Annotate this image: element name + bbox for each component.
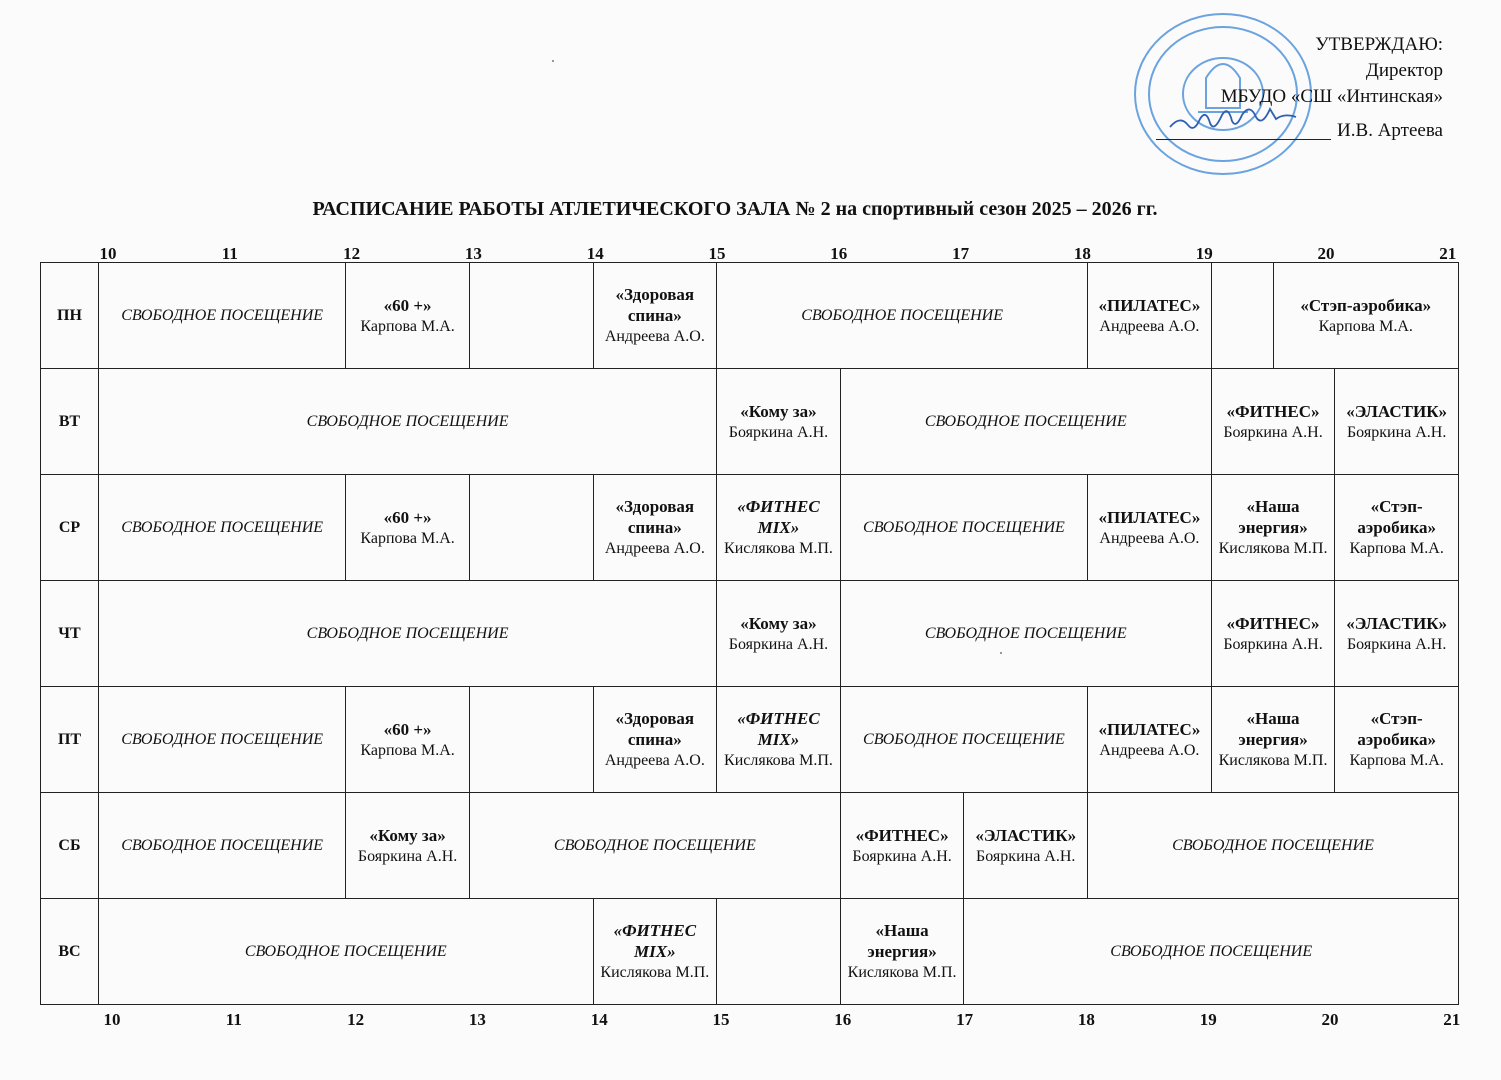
class-teacher: Андреева А.О.	[604, 540, 705, 557]
hour-label: 14	[586, 244, 604, 263]
class-cell	[1335, 581, 1459, 687]
class-name: «ЭЛАСТИК»	[1346, 613, 1448, 633]
free-visit-cell	[469, 793, 840, 899]
free-visit-label: СВОБОДНОЕ ПОСЕЩЕНИЕ	[1172, 837, 1374, 854]
class-cell	[593, 687, 717, 793]
free-visit-cell	[840, 687, 1087, 793]
free-visit-label: СВОБОДНОЕ ПОСЕЩЕНИЕ	[306, 625, 509, 642]
approval-signature-row	[1156, 118, 1443, 144]
free-visit-cell	[99, 687, 346, 793]
hour-label: 13	[464, 244, 482, 263]
class-name: «ФИТНЕС MIX»	[737, 709, 820, 749]
free-visit-label: СВОБОДНОЕ ПОСЕЩЕНИЕ	[924, 413, 1127, 430]
schedule-row	[41, 793, 1459, 899]
day-label: ЧТ	[41, 581, 99, 687]
class-name: «Кому за»	[369, 825, 446, 845]
speck	[1000, 652, 1002, 654]
free-visit-cell	[964, 899, 1459, 1005]
hours-axis-bottom	[0, 1010, 1501, 1030]
class-teacher: Бояркина А.Н.	[728, 423, 829, 441]
class-teacher: Андреева А.О.	[1099, 317, 1200, 335]
signature-line	[1156, 119, 1331, 140]
empty-cell	[469, 263, 593, 369]
class-cell	[1335, 687, 1459, 793]
day-label: ПН	[41, 263, 99, 369]
class-cell	[593, 899, 717, 1005]
class-cell	[717, 581, 841, 687]
day-label: ВС	[41, 899, 99, 1005]
class-teacher: Бояркина А.Н.	[852, 847, 952, 865]
hour-label: 16	[830, 244, 848, 263]
class-teacher: Карпова М.А.	[360, 317, 455, 335]
class-cell	[346, 475, 470, 581]
hour-label: 21	[1443, 1010, 1461, 1029]
hour-label: 20	[1317, 244, 1335, 263]
signature-stroke	[1170, 109, 1296, 128]
class-cell	[717, 687, 841, 793]
class-cell	[1088, 687, 1212, 793]
approval-organization: МБУДО «СШ «Интинская»	[1220, 86, 1443, 107]
hour-label: 19	[1195, 244, 1213, 263]
hour-label: 16	[834, 1010, 852, 1029]
class-name: «Здоровая спина»	[615, 285, 695, 325]
hour-label: 10	[99, 244, 117, 263]
free-visit-cell	[99, 369, 717, 475]
free-visit-label: СВОБОДНОЕ ПОСЕЩЕНИЕ	[863, 731, 1065, 748]
free-visit-label: СВОБОДНОЕ ПОСЕЩЕНИЕ	[801, 307, 1004, 324]
class-cell	[717, 475, 841, 581]
class-name: «Здоровая спина»	[615, 497, 695, 537]
page-title: РАСПИСАНИЕ РАБОТЫ АТЛЕТИЧЕСКОГО ЗАЛА № 2 на спортивный сезон 2025 – 2026 гг.	[312, 198, 1158, 220]
class-name: «ФИТНЕС»	[855, 825, 949, 845]
hours-axis-top	[0, 244, 1501, 264]
class-cell	[593, 475, 717, 581]
hour-label: 11	[225, 1010, 242, 1029]
hour-label: 21	[1439, 244, 1457, 263]
class-name: «Стэп-аэробика»	[1300, 295, 1432, 315]
class-teacher: Кислякова М.П.	[724, 540, 833, 557]
free-visit-label: СВОБОДНОЕ ПОСЕЩЕНИЕ	[121, 837, 324, 854]
class-name: «60 +»	[383, 507, 432, 527]
class-cell	[1335, 475, 1459, 581]
hour-label: 10	[103, 1010, 121, 1029]
free-visit-cell	[840, 581, 1211, 687]
hour-label: 20	[1321, 1010, 1339, 1029]
class-cell	[1211, 687, 1335, 793]
class-cell	[1211, 475, 1335, 581]
free-visit-label: СВОБОДНОЕ ПОСЕЩЕНИЕ	[306, 413, 509, 430]
approval-position: Директор	[1365, 60, 1443, 81]
class-name: «ПИЛАТЕС»	[1098, 719, 1201, 739]
schedule-body	[41, 263, 1459, 1005]
class-cell	[964, 793, 1088, 899]
class-teacher: Бояркина А.Н.	[357, 847, 458, 865]
empty-cell	[1211, 263, 1273, 369]
day-label: ПТ	[41, 687, 99, 793]
free-visit-cell	[1088, 793, 1459, 899]
class-name: «ФИТНЕС»	[1226, 401, 1320, 421]
free-visit-cell	[99, 793, 346, 899]
hour-label: 12	[347, 1010, 365, 1029]
class-name: «ЭЛАСТИК»	[975, 825, 1077, 845]
hour-label: 13	[468, 1010, 486, 1029]
free-visit-label: СВОБОДНОЕ ПОСЕЩЕНИЕ	[1110, 943, 1313, 960]
free-visit-cell	[840, 475, 1087, 581]
handwritten-signature	[1166, 105, 1336, 139]
approval-block	[1156, 32, 1443, 144]
class-cell	[346, 687, 470, 793]
schedule-row	[41, 263, 1459, 369]
class-name: «60 +»	[383, 719, 432, 739]
hour-label: 12	[343, 244, 361, 263]
class-cell	[1211, 369, 1335, 475]
class-teacher: Карпова М.А.	[1349, 752, 1444, 769]
free-visit-label: СВОБОДНОЕ ПОСЕЩЕНИЕ	[121, 307, 324, 324]
hour-label: 19	[1199, 1010, 1217, 1029]
class-name: «Кому за»	[740, 401, 817, 421]
approval-signer-name: И.В. Артеева	[1337, 120, 1443, 141]
class-cell	[840, 793, 964, 899]
hour-label: 15	[708, 244, 726, 263]
hour-label: 17	[956, 1010, 974, 1029]
class-teacher: Карпова М.А.	[1349, 540, 1444, 557]
hour-label: 15	[712, 1010, 730, 1029]
class-teacher: Карпова М.А.	[360, 741, 455, 759]
class-cell	[840, 899, 964, 1005]
class-name: «ФИТНЕС MIX»	[737, 497, 820, 537]
class-teacher: Бояркина А.Н.	[1223, 635, 1323, 653]
class-name: «Наша энергия»	[1238, 709, 1308, 749]
class-teacher: Кислякова М.П.	[847, 964, 957, 981]
class-cell	[1088, 475, 1212, 581]
free-visit-label: СВОБОДНОЕ ПОСЕЩЕНИЕ	[244, 943, 447, 960]
class-teacher: Кислякова М.П.	[1218, 540, 1328, 557]
free-visit-label: СВОБОДНОЕ ПОСЕЩЕНИЕ	[121, 731, 324, 748]
class-teacher: Андреева А.О.	[604, 752, 705, 769]
class-teacher: Бояркина А.Н.	[1346, 423, 1447, 441]
class-teacher: Карпова М.А.	[1318, 317, 1413, 335]
empty-cell	[717, 899, 841, 1005]
class-cell	[1335, 369, 1459, 475]
empty-cell	[469, 475, 593, 581]
class-teacher: Кислякова М.П.	[724, 752, 833, 769]
class-teacher: Андреева А.О.	[1099, 741, 1200, 759]
schedule-table	[40, 262, 1459, 1005]
hour-label: 18	[1073, 244, 1091, 263]
free-visit-label: СВОБОДНОЕ ПОСЕЩЕНИЕ	[924, 625, 1127, 642]
day-label: СБ	[41, 793, 99, 899]
class-teacher: Бояркина А.Н.	[1223, 423, 1323, 441]
schedule-row	[41, 475, 1459, 581]
free-visit-cell	[840, 369, 1211, 475]
free-visit-cell	[717, 263, 1088, 369]
class-name: «ЭЛАСТИК»	[1346, 401, 1448, 421]
class-name: «Наша энергия»	[867, 921, 937, 961]
free-visit-cell	[99, 475, 346, 581]
schedule-row	[41, 581, 1459, 687]
class-name: «ПИЛАТЕС»	[1098, 295, 1201, 315]
free-visit-cell	[99, 899, 594, 1005]
class-teacher: Андреева А.О.	[1099, 529, 1200, 547]
class-name: «Кому за»	[740, 613, 817, 633]
empty-cell	[469, 687, 593, 793]
class-teacher: Карпова М.А.	[360, 529, 455, 547]
hour-label: 11	[221, 244, 238, 263]
class-teacher: Кислякова М.П.	[600, 964, 710, 981]
class-teacher: Андреева А.О.	[604, 328, 705, 345]
class-name: «Наша энергия»	[1238, 497, 1308, 537]
hour-label: 18	[1077, 1010, 1095, 1029]
class-teacher: Кислякова М.П.	[1218, 752, 1328, 769]
class-cell	[346, 263, 470, 369]
class-cell	[593, 263, 717, 369]
class-teacher: Бояркина А.Н.	[728, 635, 829, 653]
hour-label: 17	[952, 244, 970, 263]
free-visit-cell	[99, 581, 717, 687]
class-name: «Стэп-аэробика»	[1357, 709, 1436, 749]
day-label: ВТ	[41, 369, 99, 475]
free-visit-label: СВОБОДНОЕ ПОСЕЩЕНИЕ	[553, 837, 756, 854]
schedule-row	[41, 899, 1459, 1005]
class-cell	[717, 369, 841, 475]
speck	[552, 60, 554, 62]
free-visit-label: СВОБОДНОЕ ПОСЕЩЕНИЕ	[121, 519, 324, 536]
class-cell	[1211, 581, 1335, 687]
class-teacher: Бояркина А.Н.	[1346, 635, 1447, 653]
class-cell	[1088, 263, 1212, 369]
class-name: «60 +»	[383, 295, 432, 315]
schedule-row	[41, 369, 1459, 475]
class-name: «ПИЛАТЕС»	[1098, 507, 1201, 527]
class-name: «ФИТНЕС MIX»	[613, 921, 697, 961]
day-label: СР	[41, 475, 99, 581]
approval-heading: УТВЕРЖДАЮ:	[1315, 34, 1443, 55]
free-visit-cell	[99, 263, 346, 369]
class-cell	[1273, 263, 1458, 369]
free-visit-label: СВОБОДНОЕ ПОСЕЩЕНИЕ	[863, 519, 1065, 536]
hour-label: 14	[590, 1010, 608, 1029]
schedule-row	[41, 687, 1459, 793]
class-name: «Стэп-аэробика»	[1357, 497, 1436, 537]
class-teacher: Бояркина А.Н.	[976, 847, 1076, 865]
class-name: «Здоровая спина»	[615, 709, 695, 749]
class-cell	[346, 793, 470, 899]
class-name: «ФИТНЕС»	[1226, 613, 1320, 633]
